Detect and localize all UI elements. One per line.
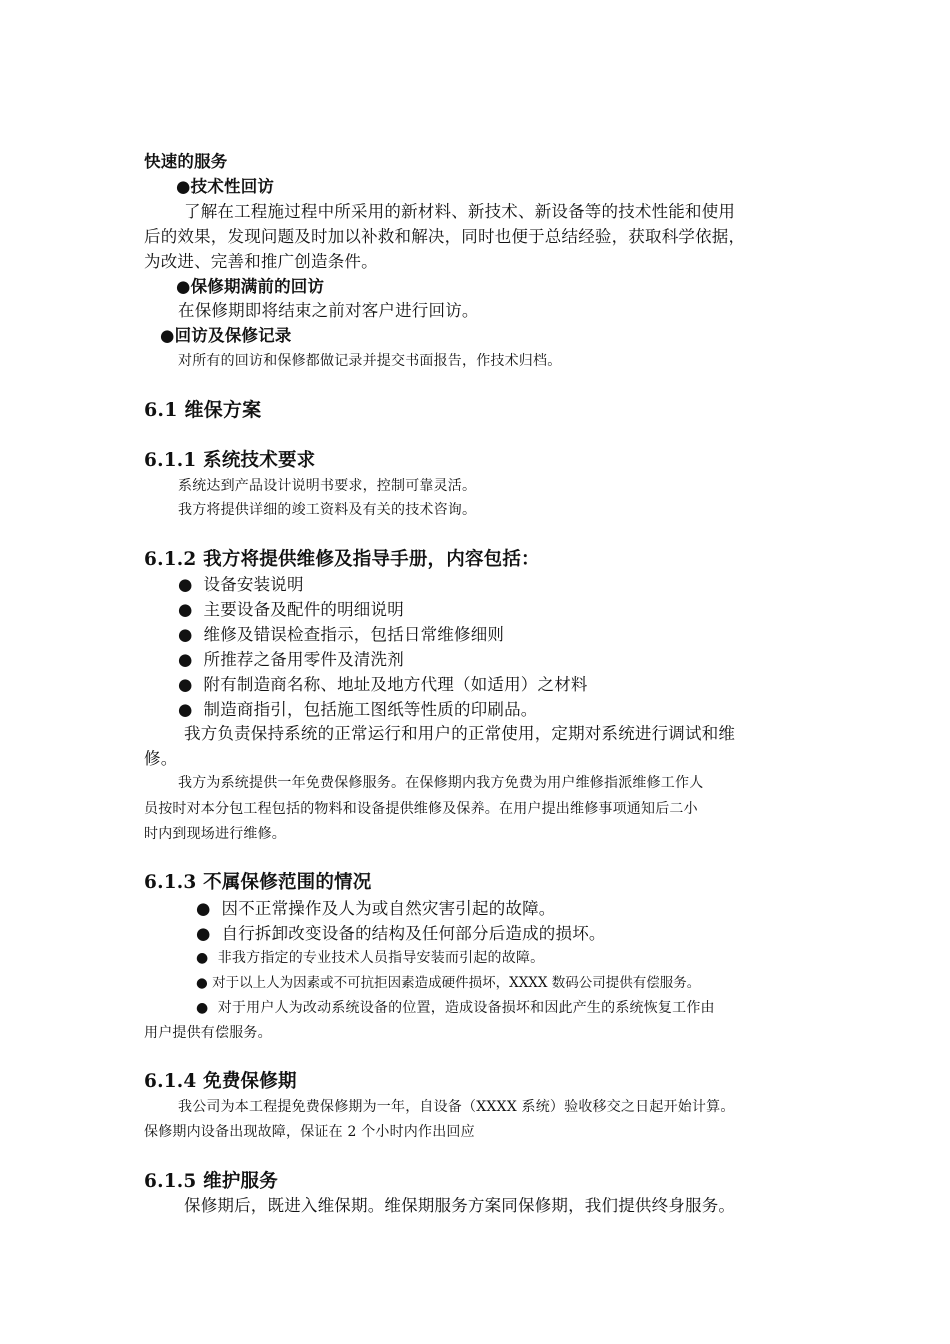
section-6-1-3-title: 6.1.3 不属保修范围的情况 bbox=[144, 872, 372, 893]
section-6-1-5-title: 6.1.5 维护服务 bbox=[144, 1171, 278, 1192]
bullet-icon: ● bbox=[178, 575, 193, 594]
bullet-icon: ● bbox=[178, 700, 193, 719]
list-item bbox=[196, 897, 556, 921]
pre-expiry-title: ●保修期满前的回访 bbox=[176, 277, 325, 296]
fast-service-line: 快速的服务 bbox=[144, 152, 228, 171]
bullet-icon: ● bbox=[178, 600, 193, 619]
bullet-icon: ● bbox=[178, 650, 193, 669]
tech-visit-title: ●技术性回访 bbox=[176, 177, 275, 196]
list-item bbox=[178, 648, 404, 672]
list-item-text: 主要设备及配件的明细说明 bbox=[203, 600, 404, 619]
list-item bbox=[178, 573, 304, 597]
list-item-text: 自行拆卸改变设备的结构及任何部分后造成的损坏。 bbox=[221, 924, 606, 943]
bullet-icon: ● bbox=[196, 899, 211, 918]
list-item-text: 非我方指定的专业技术人员指导安装而引起的故障。 bbox=[217, 950, 545, 966]
bullet-icon: ● bbox=[196, 950, 209, 966]
record-title: ●回访及保修记录 bbox=[160, 326, 292, 345]
list-item bbox=[178, 623, 504, 647]
list-item bbox=[196, 947, 544, 969]
warranty-para-line-1: 我方为系统提供一年免费保修服务。在保修期内我方免费为用户维修指派维修工作人 bbox=[178, 775, 704, 791]
bullet-icon: ● bbox=[196, 924, 211, 943]
tech-visit-body-line-1: 了解在工程施过程中所采用的新材料、新技术、新设备等的技术性能和使用 bbox=[184, 202, 736, 221]
section-6-1-1-line-1: 系统达到产品设计说明书要求，控制可靠灵活。 bbox=[178, 478, 477, 494]
maintenance-para-line-1: 我方负责保持系统的正常运行和用户的正常使用，定期对系统进行调试和维 bbox=[184, 724, 736, 743]
section-6-1-1-line-2: 我方将提供详细的竣工资料及有关的技术咨询。 bbox=[178, 502, 477, 518]
tech-visit-body-line-2: 后的效果，发现问题及时加以补救和解决，同时也便于总结经验，获取科学依据， bbox=[144, 227, 746, 246]
maintenance-service-body: 保修期后，既进入维保期。维保期服务方案同保修期，我们提供终身服务。 bbox=[184, 1196, 736, 1215]
section-6-1-2-title: 6.1.2 我方将提供维修及指导手册，内容包括： bbox=[144, 549, 540, 570]
maintenance-para-line-2: 修。 bbox=[144, 749, 178, 768]
warranty-para-line-3: 时内到现场进行维修。 bbox=[144, 826, 286, 842]
free-warranty-line-1: 我公司为本工程提免费保修期为一年，自设备（XXXX 系统）验收移交之日起开始计算。 bbox=[178, 1099, 735, 1115]
section-6-1-4-title: 6.1.4 免费保修期 bbox=[144, 1071, 297, 1092]
list-item-continuation: 用户提供有偿服务。 bbox=[144, 1025, 272, 1041]
list-item bbox=[178, 673, 588, 697]
bullet-icon: ● bbox=[196, 975, 208, 991]
list-item-text: 维修及错误检查指示，包括日常维修细则 bbox=[203, 625, 505, 644]
warranty-para-line-2: 员按时对本分包工程包括的物料和设备提供维修及保养。在用户提出维修事项通知后二小 bbox=[144, 801, 698, 817]
list-item-text: 对于以上人为因素或不可抗拒因素造成硬件损坏，XXXX 数码公司提供有偿服务。 bbox=[212, 975, 701, 991]
section-6-1-title: 6.1 维保方案 bbox=[144, 399, 262, 421]
list-item-text: 附有制造商名称、地址及地方代理（如适用）之材料 bbox=[203, 675, 588, 694]
list-item bbox=[178, 598, 404, 622]
list-item-text: 对于用户人为改动系统设备的位置，造成设备损坏和因此产生的系统恢复工作由 bbox=[217, 1000, 715, 1016]
list-item-text: 所推荐之备用零件及清洗剂 bbox=[203, 650, 404, 669]
list-item bbox=[196, 972, 700, 994]
list-item-text: 因不正常操作及人为或自然灾害引起的故障。 bbox=[221, 899, 556, 918]
list-item bbox=[178, 698, 538, 722]
record-body: 对所有的回访和保修都做记录并提交书面报告，作技术归档。 bbox=[178, 353, 562, 369]
bullet-icon: ● bbox=[178, 675, 193, 694]
pre-expiry-body: 在保修期即将结束之前对客户进行回访。 bbox=[178, 301, 479, 320]
free-warranty-line-2: 保修期内设备出现故障，保证在 2 个小时内作出回应 bbox=[144, 1124, 475, 1140]
bullet-icon: ● bbox=[178, 625, 193, 644]
list-item-text: 设备安装说明 bbox=[203, 575, 304, 594]
tech-visit-body-line-3: 为改进、完善和推广创造条件。 bbox=[144, 252, 378, 271]
bullet-icon: ● bbox=[196, 1000, 209, 1016]
list-item bbox=[196, 997, 715, 1019]
list-item bbox=[196, 922, 606, 946]
list-item-text: 制造商指引，包括施工图纸等性质的印刷品。 bbox=[203, 700, 538, 719]
section-6-1-1-title: 6.1.1 系统技术要求 bbox=[144, 450, 316, 471]
